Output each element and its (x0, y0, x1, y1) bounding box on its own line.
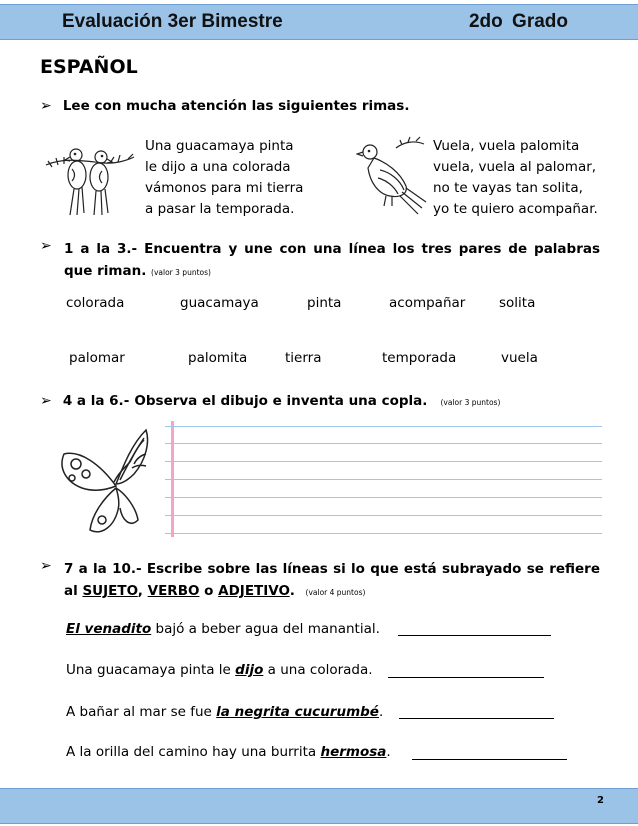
dove-illustration (356, 136, 428, 216)
sentence-underlined: El venadito (66, 621, 152, 637)
writing-line[interactable] (165, 479, 602, 480)
question-3-sep: , (137, 583, 143, 599)
rhyme-2-line: vuela, vuela al palomar, (433, 159, 597, 175)
header-band (0, 4, 638, 40)
answer-line-4[interactable] (412, 759, 567, 760)
arrow-bullet-icon: ➢ (40, 558, 52, 574)
rhyme-1 (145, 136, 303, 220)
sentence-post: . (386, 744, 391, 760)
writing-line[interactable] (165, 515, 602, 516)
word-solita: solita (499, 295, 536, 311)
question-1-body: Encuentra y une con una línea los tres pares de palabras que riman. (64, 241, 601, 279)
question-2-prefix: 4 a la 6.- (62, 393, 130, 409)
sentence-1 (66, 621, 380, 637)
rhyme-1-line: a pasar la temporada. (145, 201, 295, 217)
header-grade: 2do Grado (468, 11, 568, 32)
question-3-sep: . (289, 583, 295, 599)
parrots-illustration (44, 135, 136, 217)
question-3-prefix: 7 a la 10.- (64, 561, 142, 577)
butterfly-illustration (54, 424, 154, 540)
answer-line-2[interactable] (388, 677, 544, 678)
instruction-1-text: Lee con mucha atención las siguientes rimas. (62, 98, 410, 114)
sentence-2 (66, 662, 373, 678)
question-3-body: Escribe sobre las líneas si lo que está subrayado se refiere al (64, 561, 600, 599)
sentence-pre: A la orilla del camino hay una burrita (66, 744, 321, 760)
question-3-sep: o (204, 583, 214, 599)
writing-line[interactable] (165, 533, 602, 534)
sentence-4 (66, 744, 391, 760)
keyword-adjetivo: ADJETIVO (218, 583, 290, 599)
answer-line-3[interactable] (399, 718, 554, 719)
word-palomita: palomita (188, 350, 248, 366)
question-2-value: (valor 3 puntos) (440, 398, 501, 407)
rhyme-2-line: no te vayas tan solita, (433, 180, 583, 196)
footer-band (0, 788, 638, 824)
sentence-underlined: la negrita cucurumbé (216, 704, 379, 720)
page-number: 2 (597, 795, 604, 806)
sentence-underlined: dijo (235, 662, 264, 678)
header-title: Evaluación 3er Bimestre (62, 11, 283, 32)
section-title: ESPAÑOL (40, 56, 138, 78)
sentence-post: bajó a beber agua del manantial. (151, 621, 380, 637)
word-acompanar: acompañar (389, 295, 466, 311)
writing-line[interactable] (165, 497, 602, 498)
word-tierra: tierra (285, 350, 322, 366)
question-2 (40, 390, 500, 412)
question-1-text (64, 238, 600, 284)
word-guacamaya: guacamaya (180, 295, 259, 311)
instruction-1 (40, 95, 409, 117)
arrow-bullet-icon: ➢ (40, 393, 52, 409)
question-1-prefix: 1 a la 3.- (64, 241, 138, 257)
answer-line-1[interactable] (398, 635, 551, 636)
question-3 (40, 558, 600, 604)
question-3-text (64, 558, 600, 604)
keyword-sujeto: SUJETO (82, 583, 138, 599)
rhyme-2-line: Vuela, vuela palomita (433, 138, 580, 154)
rhyme-1-line: Una guacamaya pinta (145, 138, 294, 154)
word-vuela: vuela (501, 350, 538, 366)
arrow-bullet-icon: ➢ (40, 238, 52, 254)
arrow-bullet-icon: ➢ (40, 98, 52, 114)
question-1 (40, 238, 600, 284)
writing-line[interactable] (165, 443, 602, 444)
word-pinta: pinta (307, 295, 342, 311)
sentence-post: a una colorada. (263, 662, 373, 678)
sentence-underlined: hermosa (320, 744, 387, 760)
rhyme-2 (433, 136, 598, 220)
question-1-value: (valor 3 puntos) (151, 268, 211, 277)
sentence-post: . (378, 704, 384, 720)
question-3-value: (valor 4 puntos) (305, 588, 366, 597)
question-2-body: Observa el dibujo e inventa una copla. (134, 393, 428, 409)
sentence-pre: Una guacamaya pinta le (66, 662, 236, 678)
keyword-verbo: VERBO (147, 583, 200, 599)
sentence-pre: A bañar al mar se fue (66, 704, 217, 720)
writing-line[interactable] (165, 461, 602, 462)
writing-line[interactable] (165, 426, 602, 427)
sentence-3 (66, 704, 383, 720)
word-palomar: palomar (69, 350, 125, 366)
rhyme-1-line: le dijo a una colorada (145, 159, 291, 175)
word-colorada: colorada (66, 295, 125, 311)
rhyme-1-line: vámonos para mi tierra (145, 180, 304, 196)
word-temporada: temporada (382, 350, 457, 366)
rhyme-2-line: yo te quiero acompañar. (433, 201, 598, 217)
